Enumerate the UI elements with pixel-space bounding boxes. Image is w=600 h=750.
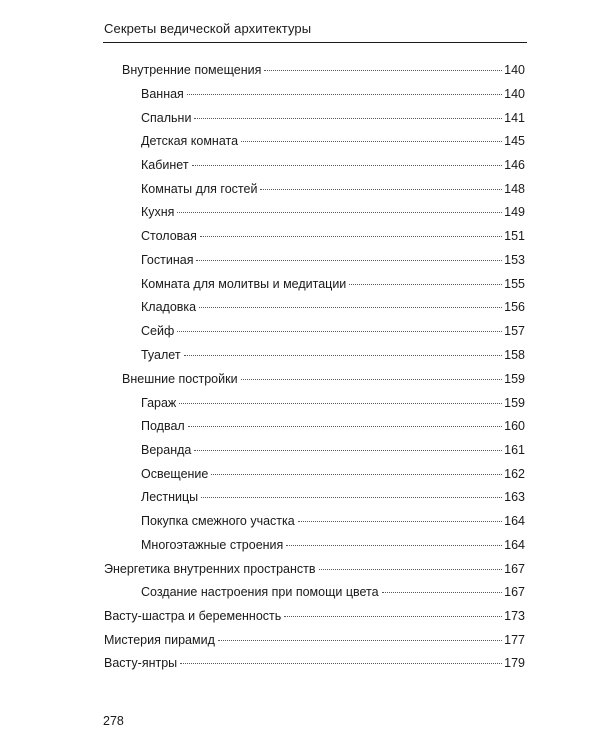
toc-entry[interactable] bbox=[141, 276, 525, 292]
toc-entry-page: 145 bbox=[504, 134, 525, 148]
dot-leader bbox=[201, 497, 502, 498]
toc-entry-title: Васту-янтры bbox=[104, 656, 178, 670]
toc-entry-page: 148 bbox=[504, 182, 525, 196]
toc-entry[interactable] bbox=[104, 608, 525, 624]
toc-entry-page: 153 bbox=[504, 253, 525, 267]
dot-leader bbox=[200, 236, 502, 237]
dot-leader bbox=[260, 189, 502, 190]
dot-leader bbox=[194, 118, 502, 119]
page-number: 278 bbox=[103, 714, 124, 728]
dot-leader bbox=[382, 592, 503, 593]
toc-entry-page: 164 bbox=[504, 538, 525, 552]
toc-entry-page: 151 bbox=[504, 229, 525, 243]
toc-entry-page: 167 bbox=[504, 562, 525, 576]
toc-entry-title: Освещение bbox=[141, 467, 209, 481]
toc-entry[interactable] bbox=[141, 252, 525, 268]
toc-entry-title: Энергетика внутренних пространств bbox=[104, 562, 316, 576]
toc-entry-page: 146 bbox=[504, 158, 525, 172]
dot-leader bbox=[196, 260, 502, 261]
toc-entry-page: 167 bbox=[504, 585, 525, 599]
toc-entry-title: Многоэтажные строения bbox=[141, 538, 284, 552]
toc-entry-page: 177 bbox=[504, 633, 525, 647]
toc-entry[interactable] bbox=[104, 632, 525, 648]
toc-entry[interactable] bbox=[141, 513, 525, 529]
toc-entry-title: Ванная bbox=[141, 87, 184, 101]
toc-entry[interactable] bbox=[141, 347, 525, 363]
dot-leader bbox=[194, 450, 502, 451]
dot-leader bbox=[180, 663, 502, 664]
toc-entry[interactable] bbox=[104, 655, 525, 671]
toc-entry[interactable] bbox=[122, 62, 525, 78]
dot-leader bbox=[218, 640, 502, 641]
dot-leader bbox=[187, 94, 502, 95]
toc-entry-title: Кухня bbox=[141, 205, 175, 219]
toc-entry[interactable] bbox=[141, 466, 525, 482]
toc-entry-title: Детская комната bbox=[141, 134, 239, 148]
toc-entry-page: 164 bbox=[504, 514, 525, 528]
toc-entry[interactable] bbox=[141, 157, 525, 173]
toc-entry-title: Гараж bbox=[141, 396, 177, 410]
toc-entry-page: 149 bbox=[504, 205, 525, 219]
toc-entry[interactable] bbox=[141, 204, 525, 220]
dot-leader bbox=[284, 616, 502, 617]
dot-leader bbox=[192, 165, 503, 166]
toc-entry-page: 163 bbox=[504, 490, 525, 504]
toc-entry[interactable] bbox=[141, 181, 525, 197]
toc-entry-page: 141 bbox=[504, 111, 525, 125]
toc-entry[interactable] bbox=[141, 537, 525, 553]
toc-entry-title: Комнаты для гостей bbox=[141, 182, 258, 196]
dot-leader bbox=[286, 545, 502, 546]
toc-entry[interactable] bbox=[141, 133, 525, 149]
toc-entry-title: Гостиная bbox=[141, 253, 194, 267]
dot-leader bbox=[184, 355, 503, 356]
running-header-title: Секреты ведической архитектуры bbox=[104, 21, 312, 36]
toc-entry[interactable] bbox=[141, 442, 525, 458]
toc-entry-title: Веранда bbox=[141, 443, 192, 457]
dot-leader bbox=[211, 474, 502, 475]
toc-entry-title: Столовая bbox=[141, 229, 197, 243]
toc-entry[interactable] bbox=[141, 86, 525, 102]
toc-entry-page: 160 bbox=[504, 419, 525, 433]
dot-leader bbox=[177, 212, 502, 213]
toc-entry[interactable] bbox=[122, 371, 525, 387]
toc-entry-title: Кладовка bbox=[141, 300, 197, 314]
toc-entry-title: Комната для молитвы и медитации bbox=[141, 277, 347, 291]
dot-leader bbox=[298, 521, 502, 522]
toc-entry[interactable] bbox=[141, 584, 525, 600]
toc-entry[interactable] bbox=[141, 395, 525, 411]
toc-entry-page: 173 bbox=[504, 609, 525, 623]
dot-leader bbox=[177, 331, 502, 332]
toc-entry[interactable] bbox=[141, 228, 525, 244]
toc-entry-page: 140 bbox=[504, 63, 525, 77]
toc-entry-title: Подвал bbox=[141, 419, 185, 433]
dot-leader bbox=[264, 70, 502, 71]
toc-entry-page: 161 bbox=[504, 443, 525, 457]
toc-entry-title: Покупка смежного участка bbox=[141, 514, 295, 528]
toc-entry[interactable] bbox=[141, 110, 525, 126]
toc-entry[interactable] bbox=[104, 561, 525, 577]
toc-entry-page: 157 bbox=[504, 324, 525, 338]
toc-entry[interactable] bbox=[141, 299, 525, 315]
toc-entry-page: 158 bbox=[504, 348, 525, 362]
toc-entry-title: Внутренние помещения bbox=[122, 63, 262, 77]
toc-entry-title: Лестницы bbox=[141, 490, 199, 504]
dot-leader bbox=[319, 569, 503, 570]
toc-entry-title: Внешние постройки bbox=[122, 372, 238, 386]
toc-entry-title: Кабинет bbox=[141, 158, 189, 172]
toc-entry-page: 156 bbox=[504, 300, 525, 314]
toc-entry-page: 159 bbox=[504, 372, 525, 386]
toc-entry[interactable] bbox=[141, 489, 525, 505]
toc-entry-page: 162 bbox=[504, 467, 525, 481]
toc-entry-title: Создание настроения при помощи цвета bbox=[141, 585, 379, 599]
toc-entry-page: 179 bbox=[504, 656, 525, 670]
toc-entry-title: Туалет bbox=[141, 348, 181, 362]
toc-entry-page: 159 bbox=[504, 396, 525, 410]
dot-leader bbox=[199, 307, 502, 308]
dot-leader bbox=[241, 379, 503, 380]
toc-entry-page: 140 bbox=[504, 87, 525, 101]
dot-leader bbox=[188, 426, 502, 427]
toc-entry[interactable] bbox=[141, 418, 525, 434]
toc-entry-title: Мистерия пирамид bbox=[104, 633, 215, 647]
dot-leader bbox=[349, 284, 502, 285]
toc-entry-title: Сейф bbox=[141, 324, 175, 338]
toc-entry[interactable] bbox=[141, 323, 525, 339]
toc-entry-title: Спальни bbox=[141, 111, 192, 125]
toc-entry-title: Васту-шастра и беременность bbox=[104, 609, 282, 623]
dot-leader bbox=[241, 141, 502, 142]
dot-leader bbox=[179, 403, 502, 404]
toc-entry-page: 155 bbox=[504, 277, 525, 291]
